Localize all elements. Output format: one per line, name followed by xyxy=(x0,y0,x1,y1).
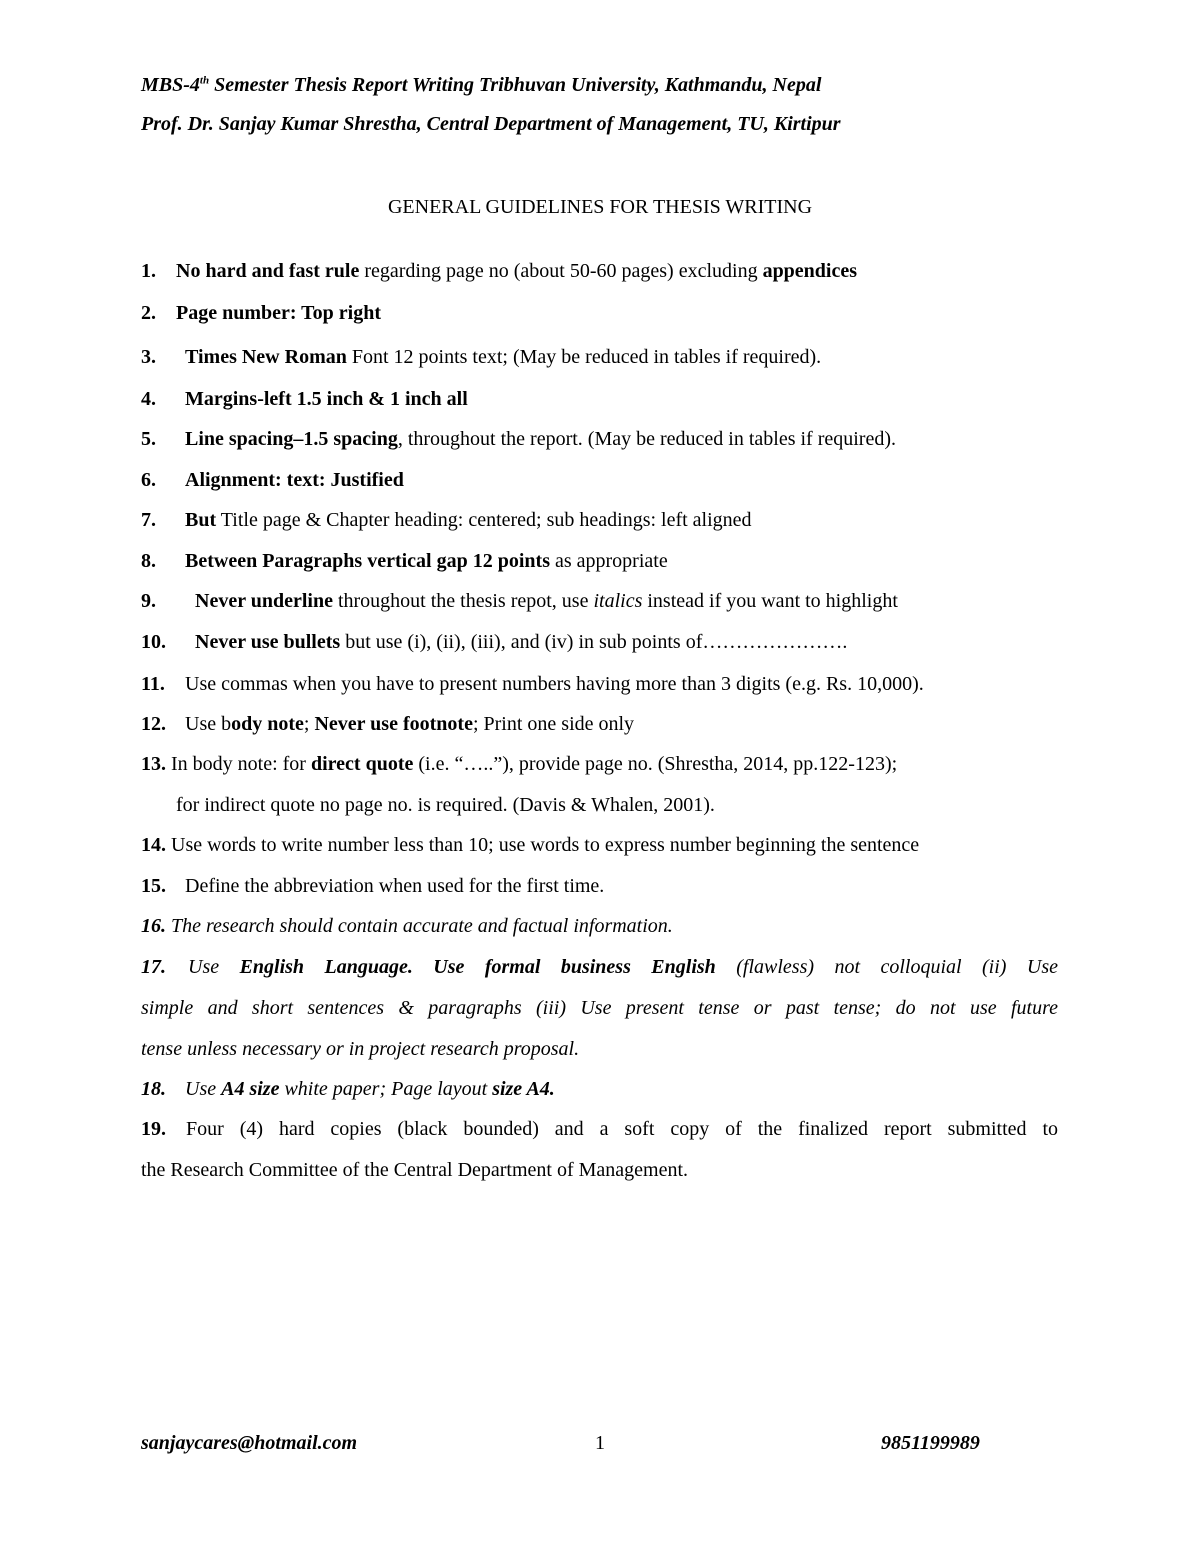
item-text: (i.e. “…..”), provide page no. (Shrestha, 2014, pp.122-123); xyxy=(413,753,898,775)
item-text: Font 12 points text; (May be reduced in tables if required). xyxy=(346,346,822,368)
item-number: 11. xyxy=(141,673,165,695)
item-bold: Line spacing–1.5 spacing xyxy=(185,428,398,450)
footer-email: sanjaycares@hotmail.com xyxy=(141,1432,358,1454)
page-title: GENERAL GUIDELINES FOR THESIS WRITING xyxy=(387,196,813,218)
list-item-15 xyxy=(141,875,604,898)
item-text: (flawless) not colloquial (ii) Use xyxy=(715,956,1058,978)
item-text: ; Print one side only xyxy=(472,713,635,735)
item-text: Title page & Chapter heading: centered; sub headings: left aligned xyxy=(216,509,752,531)
footer-phone: 9851199989 xyxy=(881,1432,980,1454)
item-italic: italics xyxy=(593,590,643,612)
item-bold: Margins-left 1.5 inch & 1 inch all xyxy=(185,388,468,410)
list-item-5 xyxy=(141,428,896,451)
list-item-14 xyxy=(141,834,919,857)
item-text: Four (4) hard copies (black bounded) and a soft copy of the finalized report submitted to xyxy=(186,1118,1058,1140)
item-text: regarding page no (about 50-60 pages) excluding xyxy=(359,260,763,282)
list-item-10 xyxy=(141,631,847,654)
list-item-13-continuation: for indirect quote no page no. is required. (Davis & Whalen, 2001). xyxy=(176,794,715,816)
item-bold: ody note xyxy=(231,713,304,735)
item-text: Use b xyxy=(185,713,232,735)
item-text: Use words to write number less than 10; use words to express number beginning the sentence xyxy=(166,834,920,856)
item-number: 10. xyxy=(141,631,166,653)
list-item-12 xyxy=(141,713,634,736)
item-text: In body note: for xyxy=(166,753,311,775)
item-bold: Times New Roman xyxy=(185,346,347,368)
item-bold: But xyxy=(185,509,217,531)
item-number: 9. xyxy=(141,590,156,612)
item-number: 19. xyxy=(141,1118,166,1140)
list-item-13 xyxy=(141,753,897,776)
item-text: Use commas when you have to present numbers having more than 3 digits (e.g. Rs. 10,000). xyxy=(185,673,924,695)
list-item-16 xyxy=(141,915,673,938)
list-item-1 xyxy=(141,260,857,283)
list-item-18 xyxy=(141,1078,555,1101)
item-number: 3. xyxy=(141,346,156,368)
list-item-4 xyxy=(141,388,468,411)
item-bold: English Language. Use formal business English xyxy=(239,956,716,978)
item-bold: direct quote xyxy=(310,753,414,775)
item-text: throughout the thesis repot, use xyxy=(332,590,594,612)
list-item-19 xyxy=(141,1118,1058,1141)
item-number: 6. xyxy=(141,469,156,491)
item-bold: Between Paragraphs vertical gap 12 points xyxy=(185,550,550,572)
list-item-3 xyxy=(141,346,821,369)
list-item-17-line-3: tense unless necessary or in project research proposal. xyxy=(141,1038,580,1060)
item-number: 1. xyxy=(141,260,156,282)
item-text: , throughout the report. (May be reduced in tables if required). xyxy=(397,428,896,450)
item-number: 2. xyxy=(141,302,156,324)
header-university: Semester Thesis Report Writing Tribhuvan University, Kathmandu, Nepal xyxy=(209,74,822,96)
item-bold: Never use footnote xyxy=(314,713,473,735)
item-text: as appropriate xyxy=(549,550,668,572)
footer-page-number: 1 xyxy=(595,1432,605,1454)
item-text: Use xyxy=(185,1078,222,1100)
item-bold: Page number: Top right xyxy=(176,302,382,324)
item-text: instead if you want to highlight xyxy=(642,590,898,612)
item-number: 8. xyxy=(141,550,156,572)
item-bold: Never use bullets xyxy=(195,631,341,653)
header-superscript: th xyxy=(199,74,210,87)
item-text: white paper; Page layout xyxy=(279,1078,493,1100)
header-course: MBS-4 xyxy=(141,74,200,96)
item-bold: Never underline xyxy=(195,590,333,612)
list-item-11 xyxy=(141,673,924,696)
item-bold: size A4. xyxy=(492,1078,555,1100)
item-bold: A4 size xyxy=(221,1078,280,1100)
item-text: Define the abbreviation when used for the first time. xyxy=(185,875,605,897)
list-item-6 xyxy=(141,469,404,492)
item-number: 15. xyxy=(141,875,166,897)
list-item-17 xyxy=(141,956,1058,979)
item-number: 17. xyxy=(141,956,166,978)
header-line-2: Prof. Dr. Sanjay Kumar Shrestha, Central Department of Management, TU, Kirtipur xyxy=(141,113,841,135)
item-number: 14. xyxy=(141,834,166,856)
item-number: 12. xyxy=(141,713,166,735)
item-text: The research should contain accurate and factual information. xyxy=(166,915,673,937)
list-item-17-line-2: simple and short sentences & paragraphs (iii) Use present tense or past tense; do not use future xyxy=(141,997,1058,1019)
item-bold: appendices xyxy=(762,260,858,282)
item-number: 13. xyxy=(141,753,166,775)
item-number: 7. xyxy=(141,509,156,531)
item-number: 18. xyxy=(141,1078,166,1100)
item-bold: No hard and fast rule xyxy=(176,260,360,282)
list-item-7 xyxy=(141,509,752,532)
list-item-8 xyxy=(141,550,668,573)
item-bold: Alignment: text: Justified xyxy=(185,469,404,491)
header-line-1 xyxy=(141,74,821,97)
list-item-19-line-2: the Research Committee of the Central Department of Management. xyxy=(141,1159,689,1181)
item-number: 4. xyxy=(141,388,156,410)
item-text: Use xyxy=(188,956,240,978)
item-number: 16. xyxy=(141,915,166,937)
list-item-2 xyxy=(141,302,381,325)
list-item-9 xyxy=(141,590,898,613)
item-number: 5. xyxy=(141,428,156,450)
item-text: ; xyxy=(303,713,315,735)
item-text: but use (i), (ii), (iii), and (iv) in sub points of…………………. xyxy=(340,631,848,653)
